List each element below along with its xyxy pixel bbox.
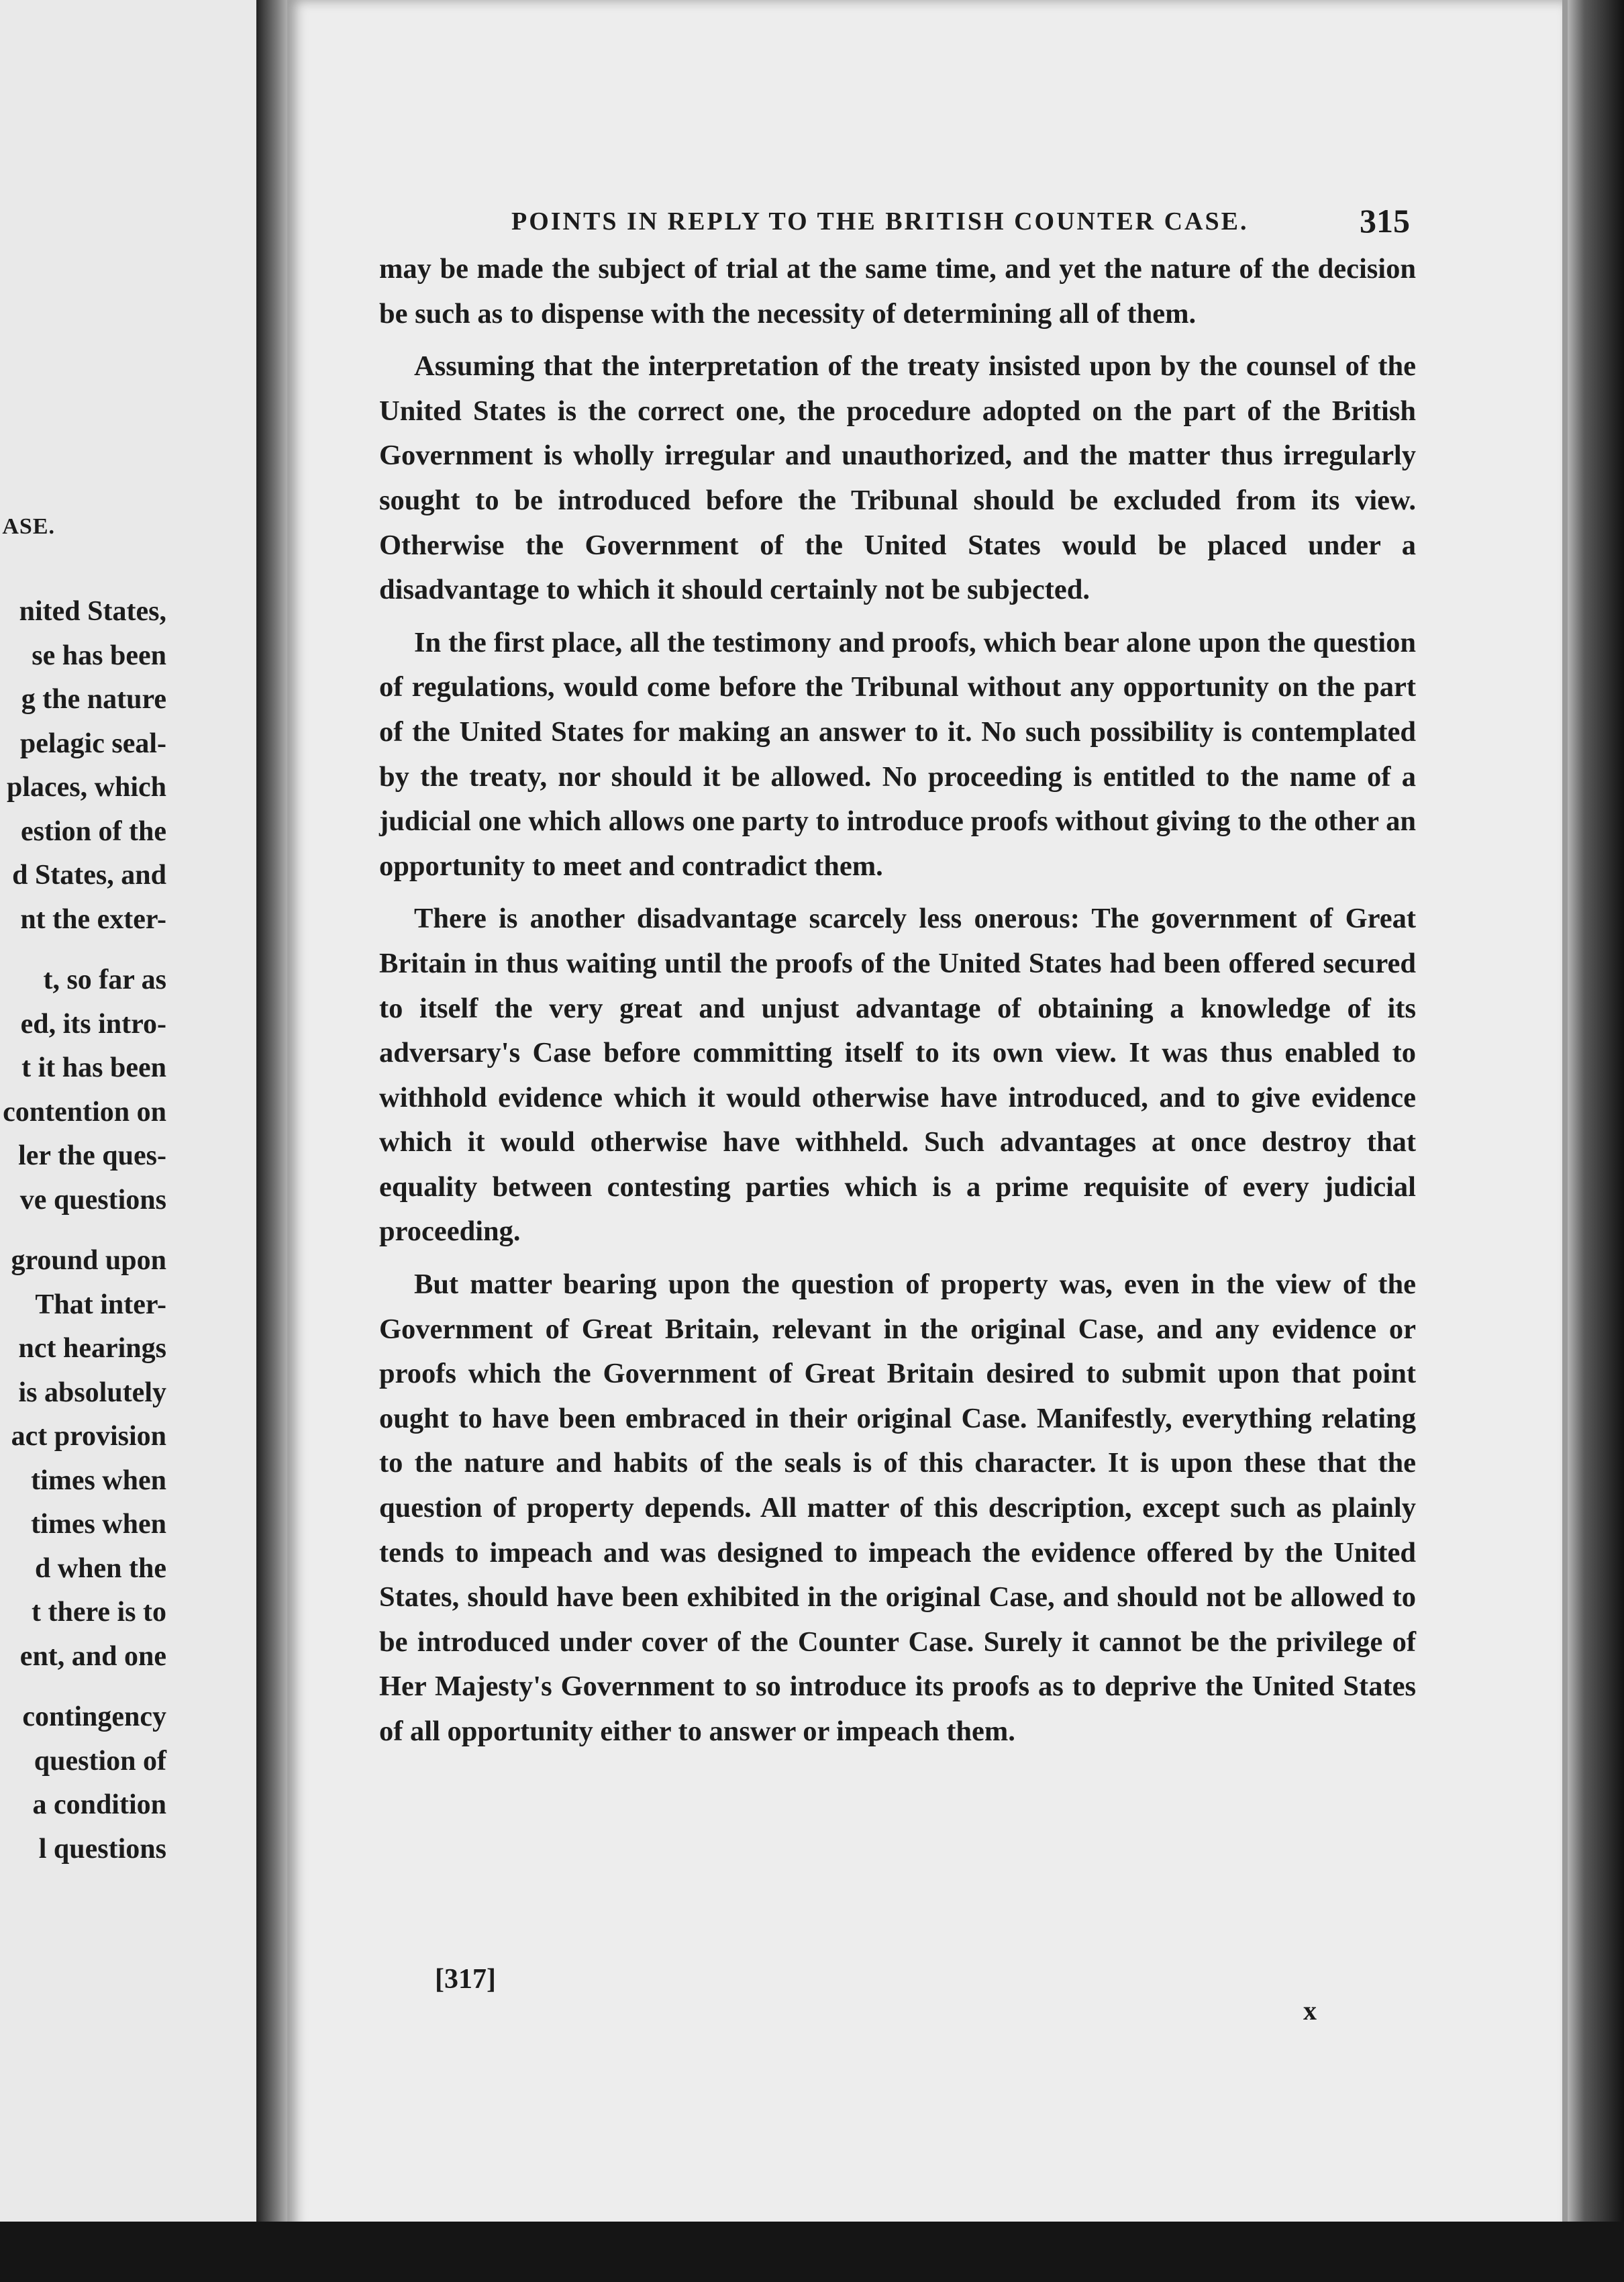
book-gutter bbox=[256, 0, 290, 2282]
facing-page-line: d when the bbox=[34, 1552, 166, 1584]
paragraph: But matter bearing upon the question of property was, even in the view of the Government of Great Britain, relevant in the original Case, and any evidence or proofs which the Government of Great Britain desired to submit upon that point ought to have been embraced in their original Case. Manifestly, everything relating to the nature and habits of the seals is of this character. It is upon these that the question of property depends. All matter of this description, except such as plainly tends to impeach and was designed to impeach the evidence offered by the United States, should have been exhibited in the original Case, and should not be allowed to be introduced under cover of the Counter Case. Surely it cannot be the privilege of Her Majesty's Government to so introduce its proofs as to deprive the United States of all opportunity either to answer or impeach them. bbox=[379, 1269, 1416, 1747]
paragraph: may be made the subject of trial at the same time, and yet the nature of the decision be such as to dispense with the necessity of determining all of them. bbox=[379, 253, 1416, 330]
facing-page-line: d States, and bbox=[12, 860, 166, 891]
facing-page-line: nited States, bbox=[19, 596, 166, 627]
facing-page-line: question of bbox=[34, 1745, 166, 1777]
facing-page-line: t there is to bbox=[32, 1597, 166, 1628]
sheet-mark: x bbox=[1303, 1995, 1317, 2026]
paragraph: There is another disadvantage scarcely less onerous: The government of Great Britain in thus waiting until the proofs of the United States had been offered secured to itself the very great and unjust advantage of obtaining a knowledge of its adversary's Case before committing itself to its own view. It was thus enabled to withhold evidence which it would otherwise have introduced, and to give evidence which it would otherwise have withheld. Such advantages at once destroy that equality between contesting parties which is a prime requisite of every judicial proceeding. bbox=[379, 903, 1416, 1248]
facing-page bbox=[0, 0, 260, 2222]
facing-page-line: nct hearings bbox=[18, 1333, 166, 1364]
facing-page-line: ler the ques- bbox=[18, 1140, 166, 1171]
facing-page-line: is absolutely bbox=[18, 1377, 166, 1408]
facing-page-line: ve questions bbox=[19, 1184, 166, 1216]
facing-page-line: contention on bbox=[3, 1096, 166, 1128]
facing-page-line: places, which bbox=[6, 772, 166, 803]
facing-page-line: pelagic seal- bbox=[19, 728, 166, 759]
facing-page-line: a condition bbox=[32, 1789, 166, 1820]
facing-page-line: g the nature bbox=[21, 684, 166, 715]
facing-page-line: estion of the bbox=[21, 815, 166, 847]
facing-page-line: se has been bbox=[32, 640, 166, 671]
body-text bbox=[379, 247, 1416, 1763]
facing-page-line: t, so far as bbox=[43, 964, 166, 995]
running-head: POINTS IN REPLY TO THE BRITISH COUNTER CASE. bbox=[511, 207, 1249, 236]
facing-page-line: t it has been bbox=[21, 1052, 166, 1083]
facing-page-line: ed, its intro- bbox=[20, 1008, 166, 1040]
facing-page-line: ent, and one bbox=[19, 1640, 166, 1672]
facing-page-heading: ASE. bbox=[2, 514, 55, 539]
facing-page-line: ground upon bbox=[11, 1245, 166, 1276]
facing-page-line: nt the exter- bbox=[20, 903, 166, 935]
facing-page-line: times when bbox=[31, 1465, 166, 1496]
page-number: 315 bbox=[1360, 202, 1410, 240]
facing-page-line: That inter- bbox=[35, 1289, 166, 1320]
page-edge bbox=[1568, 0, 1624, 2282]
signature-mark: [317] bbox=[435, 1964, 496, 1995]
paragraph: In the first place, all the testimony and proofs, which bear alone upon the question of regulations, would come before the Tribunal without any opportunity on the part of the United States for making an answer to it. No such possibility is contemplated by the treaty, nor should it be allowed. No proceeding is entitled to the name of a judicial one which allows one party to introduce proofs without giving to the other an opportunity to meet and contradict them. bbox=[379, 626, 1416, 882]
facing-page-line: act provision bbox=[11, 1421, 166, 1452]
scan-border bbox=[0, 2222, 1624, 2282]
facing-page-line: times when bbox=[31, 1509, 166, 1540]
facing-page-line: contingency bbox=[22, 1701, 166, 1732]
paragraph: Assuming that the interpretation of the treaty insisted upon by the counsel of the United States is the correct one, the procedure adopted on the part of the British Government is wholly irregular and unauthorized, and the matter thus irregularly sought to be introduced before the Tribunal should be excluded from its view. Otherwise the Government of the United States would be placed under a disadvantage to which it should certainly not be subjected. bbox=[379, 350, 1416, 606]
facing-page-line: l questions bbox=[38, 1833, 166, 1865]
